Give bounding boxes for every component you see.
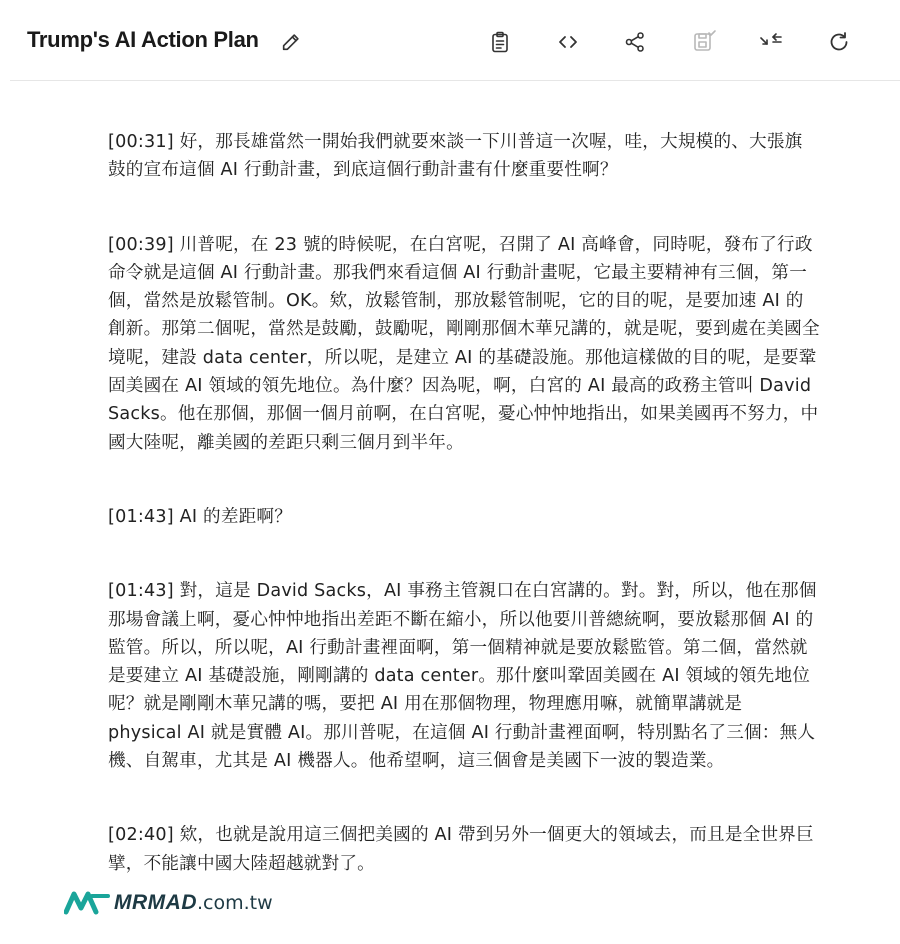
page-title: Trump's AI Action Plan bbox=[27, 27, 259, 52]
transcript-body bbox=[108, 128, 820, 924]
copy-transcript-button[interactable] bbox=[485, 27, 515, 57]
transcript-paragraph: [00:39] 川普呢，在 23 號的時候呢，在白宮呢，召開了 AI 高峰會，同時呢，發布了行政命令就是這個 AI 行動計畫。那我們來看這個 AI 行動計畫呢，它最主要精神有三個，第一個，當然是放鬆管制。OK。欸，放鬆管制，那放鬆管制呢，它的目的呢，是要加速 AI 的創新。那第二個呢，當然是鼓勵，鼓勵呢，剛剛那個木華兄講的，就是呢，要到處在美國全境呢，建設 data center，所以呢，是建立 AI 的基礎設施。那他這樣做的目的呢，是要鞏固美國在 AI 領域的領先地位。為什麼？因為呢，啊，白宮的 AI 最高的政務主管叫 David Sacks。他在那個，那個一個月前啊，在白宮呢，憂心忡忡地指出，如果美國再不努力，中國大陸呢，離美國的差距只剩三個月到半年。 bbox=[108, 234, 820, 453]
collapse-icon bbox=[758, 29, 784, 55]
mrmad-logo-icon bbox=[64, 888, 110, 918]
watermark-brand: MRMAD bbox=[114, 891, 197, 914]
save-icon bbox=[691, 29, 717, 55]
transcript-paragraph: [00:31] 好，那長雄當然一開始我們就要來談一下川普這一次喔，哇，大規模的、大張旗鼓的宣布這個 AI 行動計畫，到底這個行動計畫有什麼重要性啊？ bbox=[108, 132, 803, 181]
share-button[interactable] bbox=[620, 27, 650, 57]
embed-code-button[interactable] bbox=[553, 27, 583, 57]
app-header bbox=[0, 0, 900, 82]
code-icon bbox=[556, 30, 580, 54]
collapse-button[interactable] bbox=[756, 27, 786, 57]
transcript-paragraph: [01:43] AI 的差距啊？ bbox=[108, 506, 293, 527]
edit-title-button[interactable] bbox=[278, 29, 304, 55]
save-button[interactable] bbox=[689, 27, 719, 57]
share-icon bbox=[623, 30, 647, 54]
clipboard-icon bbox=[488, 30, 512, 54]
transcript-paragraph: [02:40] 欸，也就是說用這三個把美國的 AI 帶到另外一個更大的領域去，而且是全世界巨擘，不能讓中國大陸超越就對了。 bbox=[108, 825, 814, 874]
pencil-icon bbox=[280, 31, 302, 53]
refresh-icon bbox=[827, 30, 851, 54]
site-watermark bbox=[64, 878, 273, 928]
transcript-paragraph: [01:43] 對，這是 David Sacks，AI 事務主管親口在白宮講的。對。對，所以，他在那個那場會議上啊，憂心忡忡地指出差距不斷在縮小，所以他要川普總統啊，要放鬆那個 AI 的監管。所以，所以呢，AI 行動計畫裡面啊，第一個精神就是要放鬆監管。第二個，當然就是要建立 AI 基礎設施，剛剛講的 data center。那什麼叫鞏固美國在 AI 領域的領先地位呢？就是剛剛木華兄講的嗎，要把 AI 用在那個物理，物理應用嘛，就簡單講就是 physical AI 就是實體 AI。那川普呢，在這個 AI 行動計畫裡面啊，特別點名了三個：無人機、自駕車，尤其是 AI 機器人。他希望啊，這三個會是美國下一波的製造業。 bbox=[108, 581, 817, 772]
header-divider bbox=[10, 80, 900, 81]
watermark-suffix: .com.tw bbox=[196, 892, 273, 914]
refresh-button[interactable] bbox=[824, 27, 854, 57]
